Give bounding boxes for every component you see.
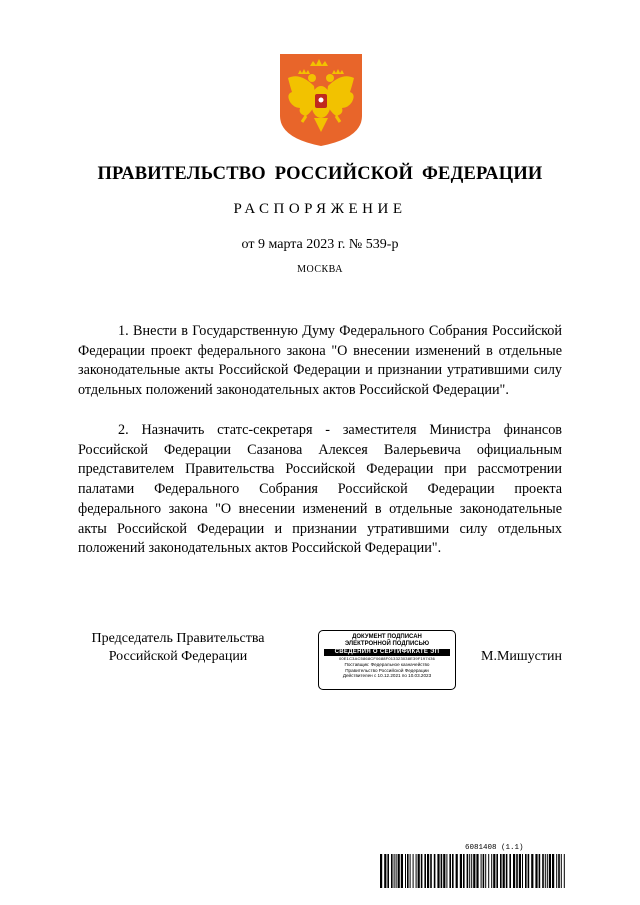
position-line-2: Российской Федерации [108, 649, 248, 664]
stamp-issuer-2: Правительство Российской Федерации [345, 667, 429, 673]
document-type: РАСПОРЯЖЕНИЕ [233, 201, 407, 217]
stamp-certificate-header: СВЕДЕНИЯ О СЕРТИФИКАТЕ ЭП [324, 649, 450, 656]
document-code: 6081408 (1.1) [465, 844, 524, 852]
stamp-issuer-1: Поставщик: Федеральное казначейство [344, 662, 430, 667]
stamp-line-2: ЭЛЕКТРОННОЙ ПОДПИСЬЮ [344, 641, 430, 647]
position-line-1: Председатель Правительства [91, 631, 265, 646]
barcode-icon [380, 854, 565, 888]
electronic-signature-stamp [318, 630, 456, 690]
stamp-certificate-number: 00E1C3AC5868CF0688F013323038E39F197436 [338, 656, 436, 661]
coat-of-arms-icon [278, 52, 364, 148]
stamp-validity: Действителен с 10.12.2021 по 10.03.2023 [342, 673, 432, 679]
city-name: МОСКВА [297, 264, 343, 275]
stamp-line-1: ДОКУМЕНТ ПОДПИСАН [352, 634, 422, 640]
signatory-position [78, 630, 278, 666]
government-title: ПРАВИТЕЛЬСТВО РОССИЙСКОЙ ФЕДЕРАЦИИ [97, 164, 543, 184]
signatory-name: М.Мишустин [481, 649, 562, 664]
paragraph-1: 1. Внести в Государственную Думу Федерального Собрания Российской Федерации проект федерального закона "О внесении изменений в отдельные законодательные акты Российской Федерации и признании утратившими силу отдельных положений законодательных актов Российской Федерации". [78, 323, 562, 399]
document-date-number: от 9 марта 2023 г. № 539-р [241, 237, 399, 252]
paragraph-2: 2. Назначить статс-секретаря - заместителя Министра финансов Российской Федерации Сазанова Алексея Валерьевича официальным представителем Правительства Российской Федерации при рассмотрении палатами Федерального Собрания Российской Федерации проекта федерального закона "О внесении изменений в отдельные законодательные акты Российской Федерации и признании утратившими силу отдельных положений законодательных актов Российской Федерации". [78, 422, 562, 557]
